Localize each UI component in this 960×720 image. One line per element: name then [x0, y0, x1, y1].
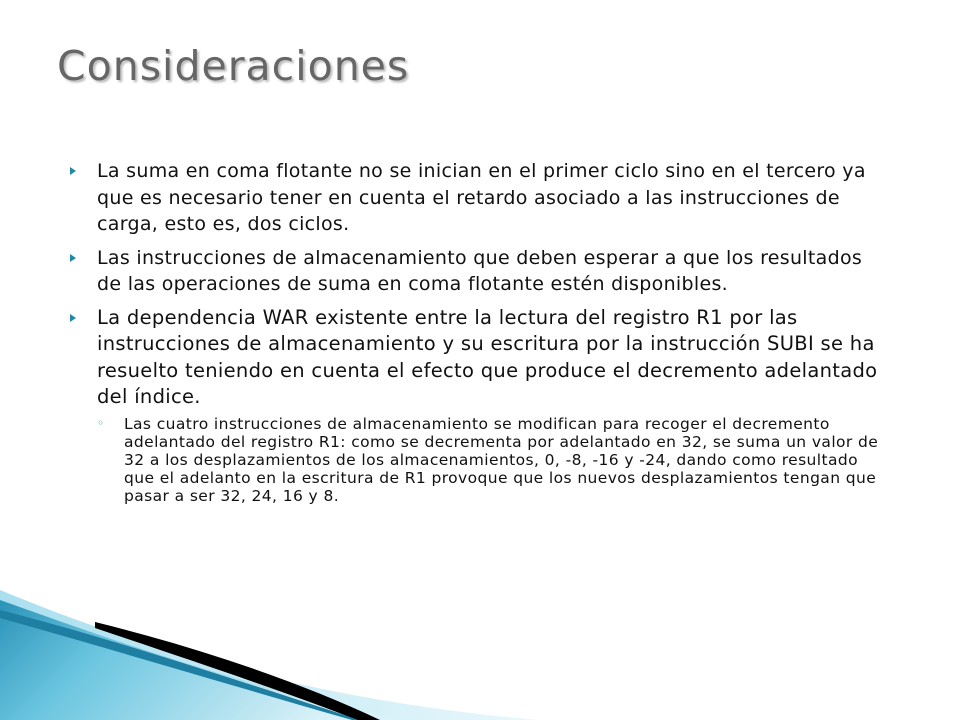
bullet-item [70, 158, 885, 238]
bullet-item [70, 305, 885, 411]
sub-bullet-text: Las cuatro instrucciones de almacenamiento se modifican para recoger el decremento adelantado del registro R1: como se decrementa por adelantado en 32, se suma un valor de 32 a los desplazamientos de los almacenamientos, 0, -8, -16 y -24, dando como resultado que el adelanto en la escritura de R1 provoque que los nuevos desplazamientos tengan que pasar a ser 32, 24, 16 y 8. [124, 414, 879, 505]
slide-title: Consideraciones [57, 42, 410, 90]
bullet-item [70, 245, 885, 298]
triangle-bullet-icon [70, 254, 76, 262]
circle-bullet-icon: ◦ [97, 415, 105, 430]
sub-bullet-item [97, 415, 885, 505]
triangle-bullet-icon [70, 314, 76, 322]
triangle-bullet-icon [70, 167, 76, 175]
bullet-text: La dependencia WAR existente entre la lectura del registro R1 por las instrucciones de almacenamiento y su escritura por la instrucción SUBI se ha resuelto teniendo en cuenta el efecto que produce el decremento adelantado del índice. [97, 305, 878, 408]
wave-decoration [0, 560, 960, 720]
bullet-text: Las instrucciones de almacenamiento que deben esperar a que los resultados de las operaciones de suma en coma flotante estén disponibles. [97, 246, 863, 295]
bullet-text: La suma en coma flotante no se inician en el primer ciclo sino en el tercero ya que es necesario tener en cuenta el retardo asociado a las instrucciones de carga, esto es, dos ciclos. [97, 160, 866, 235]
slide-body [70, 158, 885, 505]
